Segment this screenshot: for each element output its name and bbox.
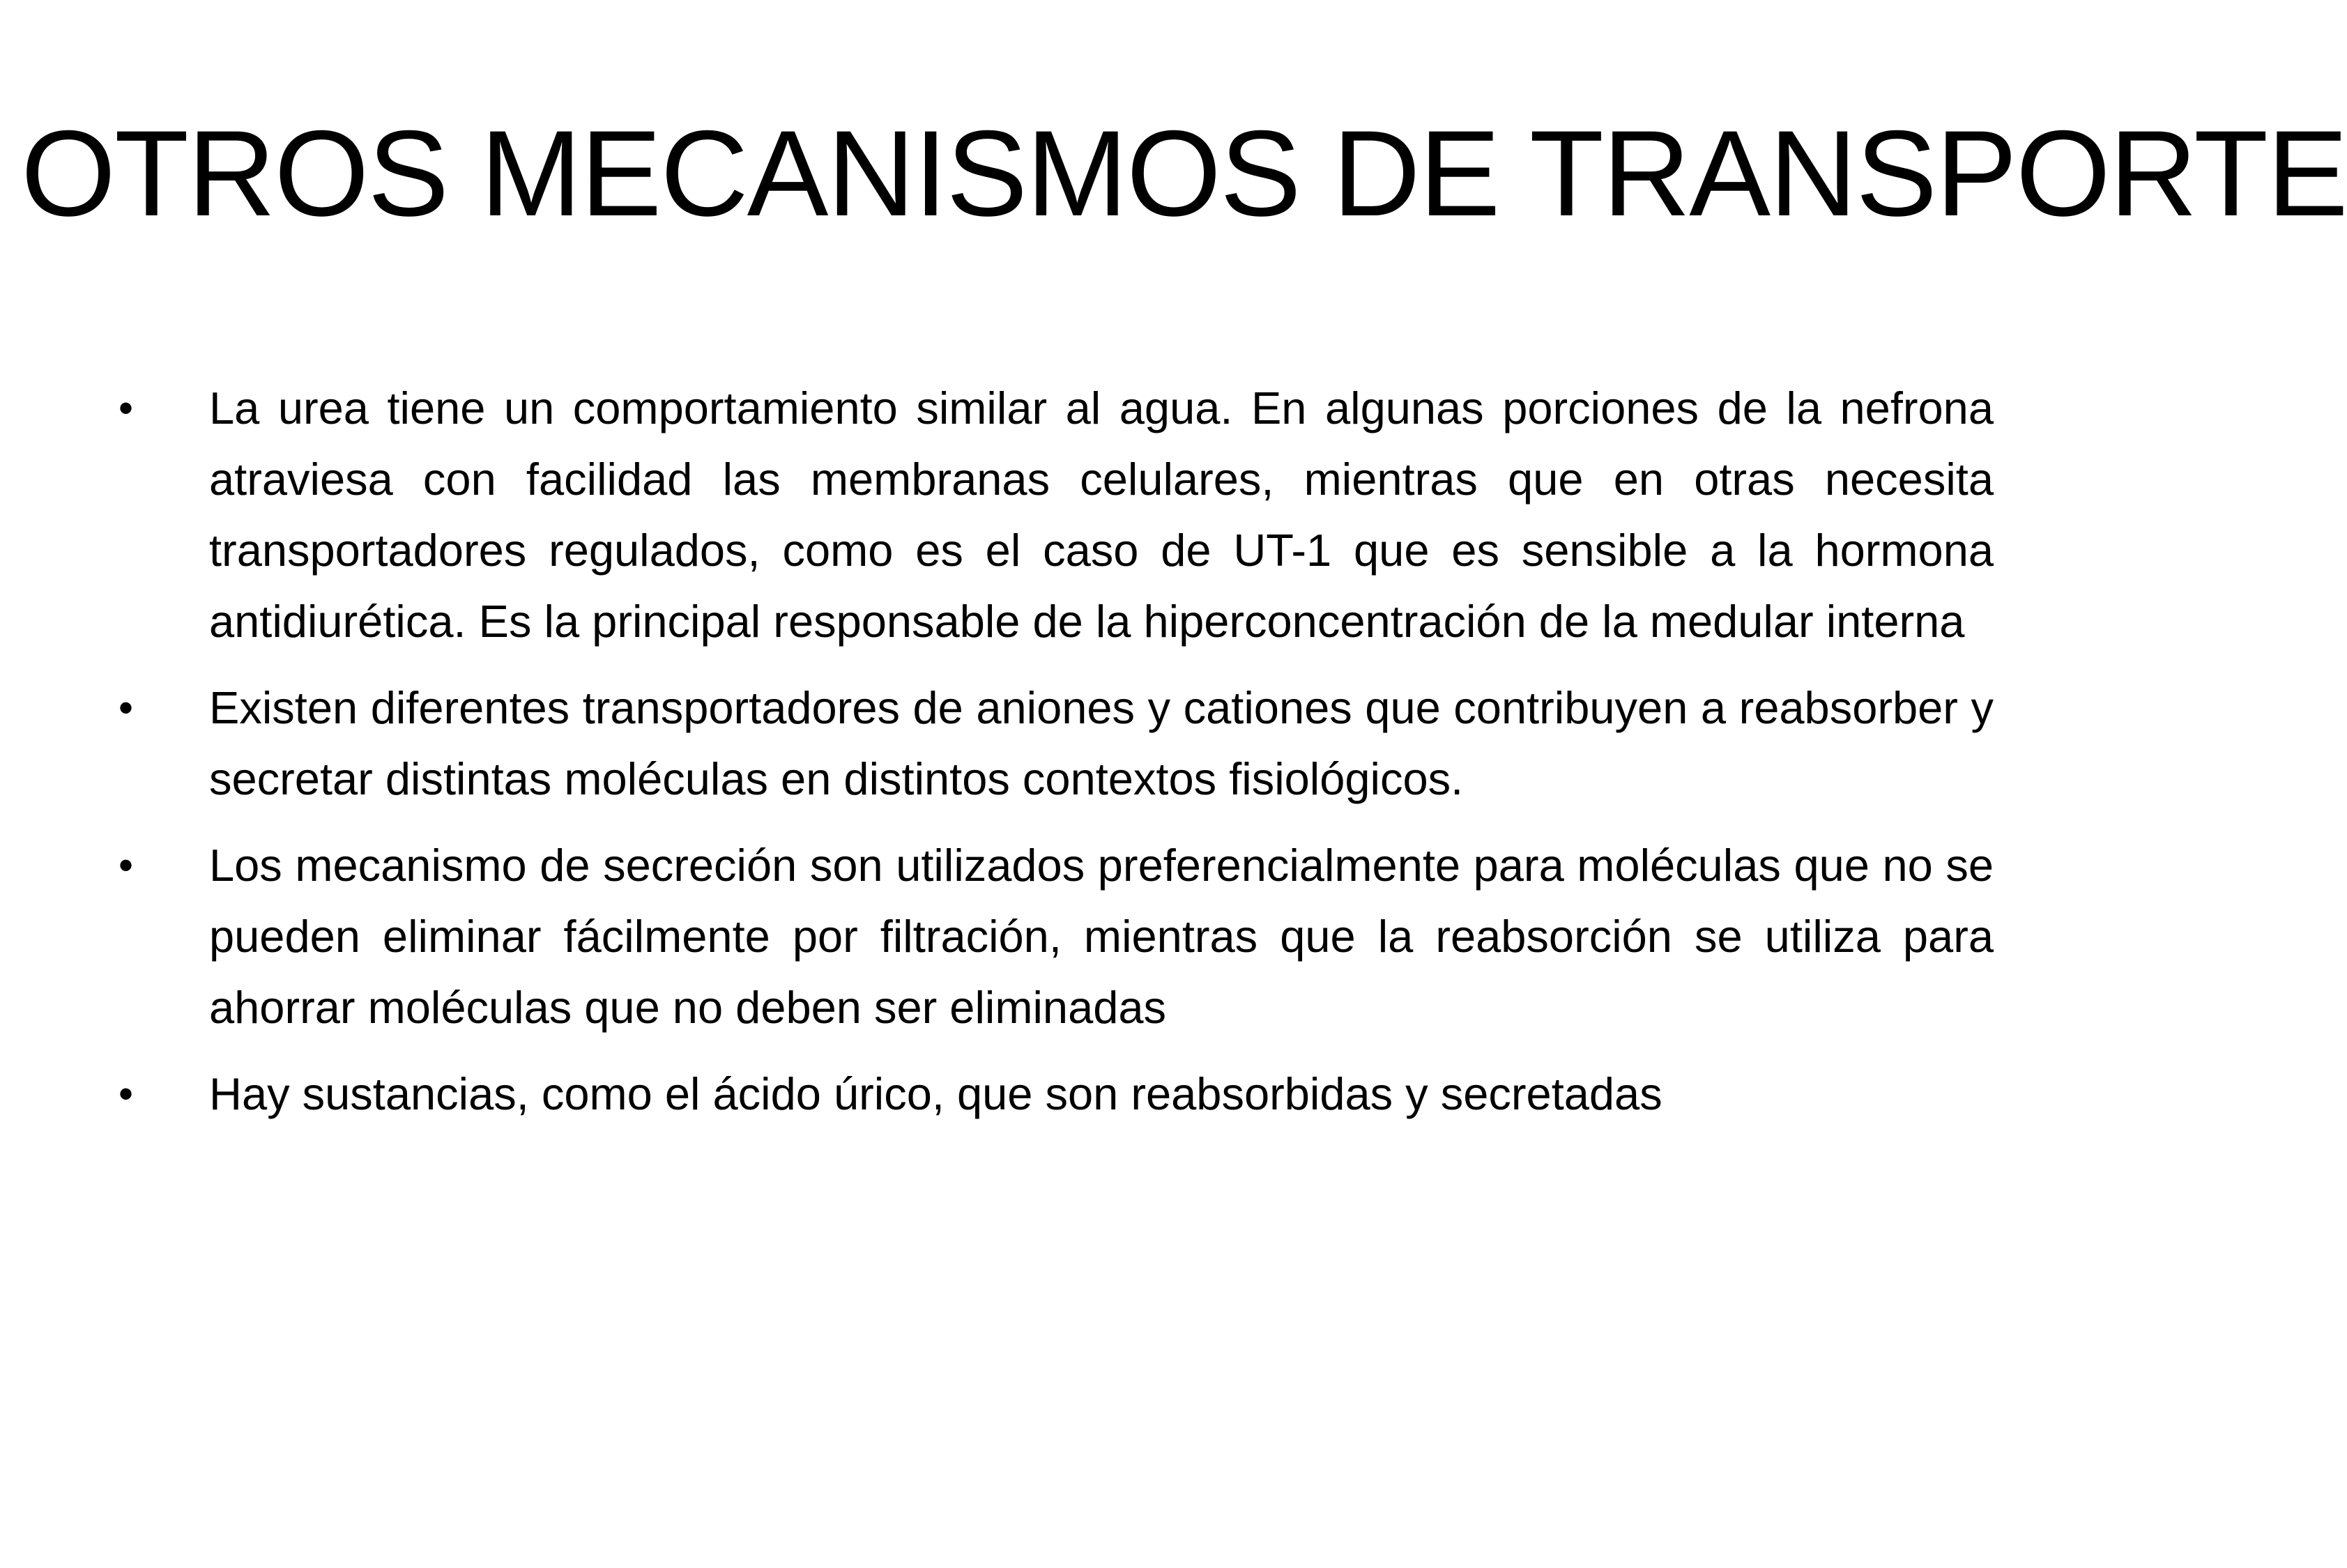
bullet-dot-icon: • [119,385,134,431]
bullet-list [119,373,1994,1145]
bullet-dot-icon: • [119,842,134,889]
bullet-text: Existen diferentes transportadores de aniones y cationes que contribuyen a reabsorber y secretar distintas moléculas en distintos contextos fisiológicos. [209,682,1994,804]
bullet-item [119,830,1994,1043]
bullet-item [119,1059,1994,1130]
bullet-item [119,672,1994,815]
bullet-text: Hay sustancias, como el ácido úrico, que son reabsorbidas y secretadas [209,1068,1662,1119]
bullet-dot-icon: • [119,1070,134,1117]
bullet-text: La urea tiene un comportamiento similar al agua. En algunas porciones de la nefrona atraviesa con facilidad las membranas celulares, mientras que en otras necesita transportadores regulados, como es el caso de UT-1 que es sensible a la hormona antidiurética. Es la principal responsable de la hiperconcentración de la medular interna [209,383,1994,647]
bullet-text: Los mecanismo de secreción son utilizados preferencialmente para moléculas que no se pueden eliminar fácilmente por filtración, mientras que la reabsorción se utiliza para ahorrar moléculas que no deben ser eliminadas [209,840,1994,1033]
slide-title: OTROS MECANISMOS DE TRANSPORTE [21,106,2347,242]
bullet-dot-icon: • [119,684,134,731]
bullet-item [119,373,1994,657]
